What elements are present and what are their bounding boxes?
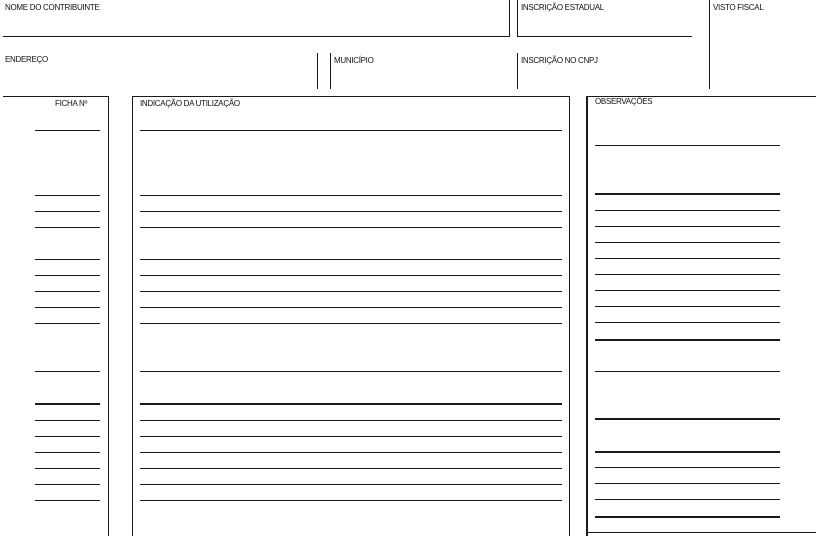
observacoes-header: OBSERVAÇÕES: [595, 97, 653, 106]
observacoes-entry-line[interactable]: [595, 322, 780, 323]
observacoes-entry-line[interactable]: [595, 242, 780, 243]
observacoes-entry-line[interactable]: [595, 418, 780, 420]
observacoes-entry-line[interactable]: [595, 483, 780, 484]
observacoes-entry-line[interactable]: [595, 371, 780, 372]
observacoes-entry-line[interactable]: [595, 499, 780, 500]
nome-contribuinte-label: NOME DO CONTRIBUINTE: [5, 3, 100, 12]
observacoes-entry-line[interactable]: [595, 339, 780, 341]
visto-fiscal-label: VISTO FISCAL: [713, 3, 764, 12]
observacoes-entry-line[interactable]: [595, 145, 780, 146]
observacoes-entry-line[interactable]: [595, 210, 780, 211]
observacoes-entry-line[interactable]: [595, 467, 780, 468]
observacoes-entry-line[interactable]: [595, 193, 780, 195]
indicacao-header: INDICAÇÃO DA UTILIZAÇÃO: [140, 99, 240, 108]
observacoes-entry-line[interactable]: [595, 306, 780, 307]
endereco-label: ENDEREÇO: [5, 55, 48, 64]
ficha-header: FICHA Nº: [55, 99, 88, 108]
observacoes-entry-line[interactable]: [595, 451, 780, 453]
observacoes-entry-line[interactable]: [595, 226, 780, 227]
observacoes-entry-line[interactable]: [595, 516, 780, 518]
inscricao-cnpj-label: INSCRIÇÃO NO CNPJ: [521, 56, 598, 65]
inscricao-estadual-label: INSCRIÇÃO ESTADUAL: [521, 3, 604, 12]
observacoes-entry-line[interactable]: [595, 290, 780, 291]
observacoes-entry-line[interactable]: [595, 258, 780, 259]
municipio-label: MUNICÍPIO: [334, 56, 374, 65]
observacoes-entry-line[interactable]: [595, 274, 780, 275]
